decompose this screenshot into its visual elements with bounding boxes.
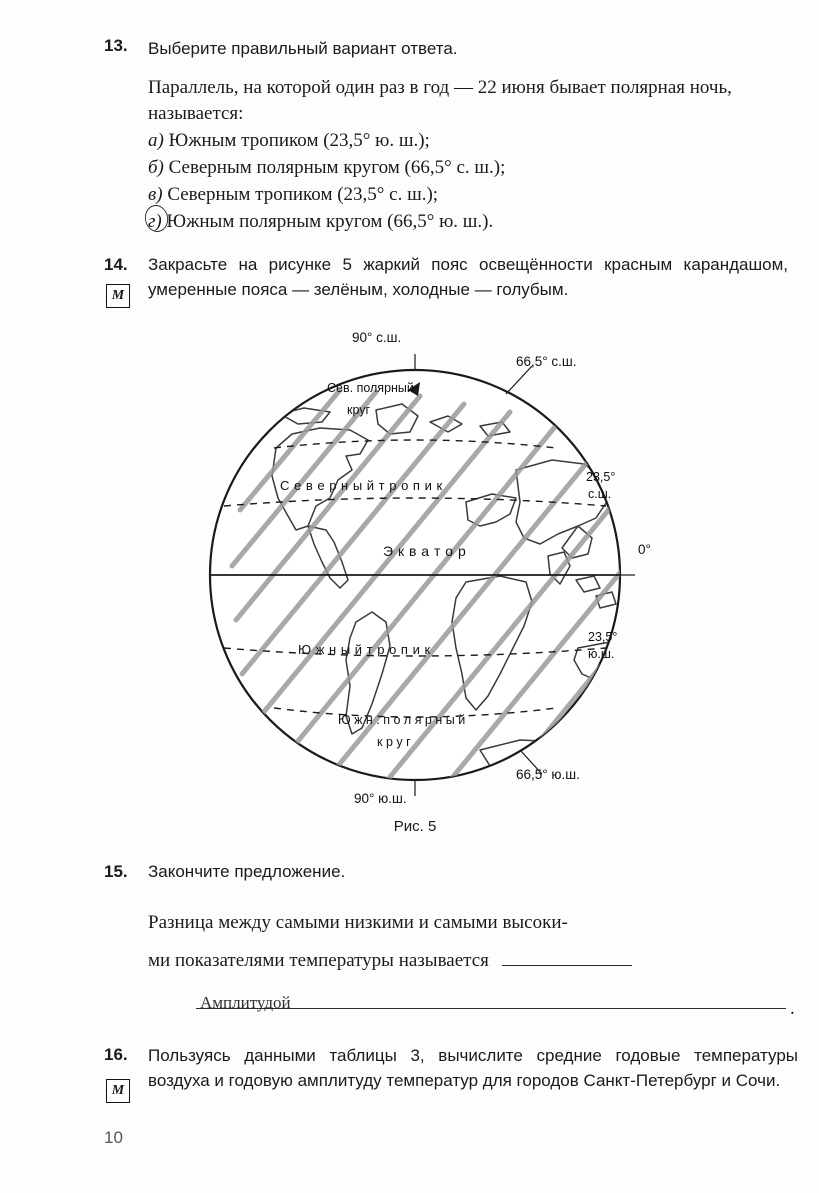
label-south-tropic: Ю ж н ы й т р о п и к xyxy=(298,642,431,657)
label-arctic-circle-degrees: 66,5° с.ш. xyxy=(516,354,577,369)
q14-number: 14. xyxy=(104,255,128,274)
label-arctic-circle-name-line1: Сев. полярный xyxy=(327,381,414,395)
label-north-tropic-degrees-1: 23,5° xyxy=(586,470,616,484)
q13-option-b-letter: б) xyxy=(148,157,164,178)
q13-option-v-letter: в) xyxy=(148,184,163,205)
q13-option-g[interactable] xyxy=(148,208,784,235)
q14-text: Закрасьте на рисунке 5 жаркий пояс освещённости красным карандашом, умеренные пояса — зелёным, холодные — голубым. xyxy=(148,255,788,299)
label-antarctic-circle-name-line1: Ю ж н . п о л я р н ы й xyxy=(338,713,466,727)
figure-5 xyxy=(180,330,651,835)
q15-stem-line2-wrap xyxy=(148,942,788,980)
label-antarctic-circle-degrees: 66,5° ю.ш. xyxy=(516,767,580,782)
question-14 xyxy=(104,252,794,302)
label-north-tropic-degrees-2: с.ш. xyxy=(588,487,612,501)
q13-option-v[interactable] xyxy=(148,181,784,208)
q13-option-g-text: Южным полярным кругом (66,5° ю. ш.). xyxy=(166,211,494,232)
q16-number: 16. xyxy=(104,1045,128,1064)
label-north-tropic: С е в е р н ы й т р о п и к xyxy=(280,478,443,493)
q15-answer-row xyxy=(148,984,795,1019)
page-number: 10 xyxy=(104,1128,123,1147)
q13-option-b-text: Северным полярным кругом (66,5° с. ш.); xyxy=(168,157,506,178)
answer-rule-line1[interactable] xyxy=(502,965,632,966)
label-south-tropic-degrees-2: ю.ш. xyxy=(588,647,615,661)
q13-header xyxy=(104,36,784,61)
q13-body xyxy=(104,75,784,235)
label-arctic-circle-name-line2: круг xyxy=(347,403,371,417)
q15-title: Закончите предложение. xyxy=(148,862,346,881)
q13-option-a[interactable] xyxy=(148,127,784,154)
q13-number: 13. xyxy=(104,36,128,55)
q15-period: . xyxy=(790,998,795,1019)
q13-option-b[interactable] xyxy=(148,154,784,181)
figure-caption: Рис. 5 xyxy=(393,818,437,835)
question-15 xyxy=(104,862,794,1018)
q15-stem xyxy=(148,904,795,1019)
q13-option-a-text: Южным тропиком (23,5° ю. ш.); xyxy=(168,130,430,151)
method-badge-icon: М xyxy=(106,284,130,308)
label-equator: Э к в а т о р xyxy=(383,543,467,559)
q13-title: Выберите правильный вариант ответа. xyxy=(148,39,458,58)
q13-option-g-letter-wrap xyxy=(148,208,162,235)
label-south-pole: 90° ю.ш. xyxy=(354,791,407,806)
answer-rule-line2[interactable] xyxy=(196,1008,786,1009)
q15-stem-line1: Разница между самыми низкими и самыми высоки- xyxy=(148,912,568,933)
question-13 xyxy=(104,36,784,235)
q13-option-g-letter: г) xyxy=(148,211,162,232)
question-16 xyxy=(104,1043,804,1098)
label-equator-degrees: 0° xyxy=(638,542,651,557)
label-south-tropic-degrees-1: 23,5° xyxy=(588,630,618,644)
q15-number: 15. xyxy=(104,862,128,881)
q16-text: Пользуясь данными таблицы 3, вычислите средние годовые температуры воздуха и годовую амплитуду температур для городов Санкт-Петербург и Сочи. xyxy=(148,1046,798,1090)
q15-answer-text[interactable]: Амплитудой xyxy=(200,993,291,1012)
label-antarctic-circle-name-line2: к р у г xyxy=(377,735,411,749)
globe-diagram xyxy=(180,330,650,810)
q13-option-a-letter: а) xyxy=(148,130,164,151)
q13-option-v-text: Северным тропиком (23,5° с. ш.); xyxy=(167,184,439,205)
q15-stem-line2: ми показателями температуры называется xyxy=(148,950,489,971)
method-badge-icon-2: М xyxy=(106,1079,130,1103)
q13-stem: Параллель, на которой один раз в год — 22 июня бывает полярная ночь, называется: xyxy=(148,77,732,124)
label-north-pole: 90° с.ш. xyxy=(352,330,402,345)
